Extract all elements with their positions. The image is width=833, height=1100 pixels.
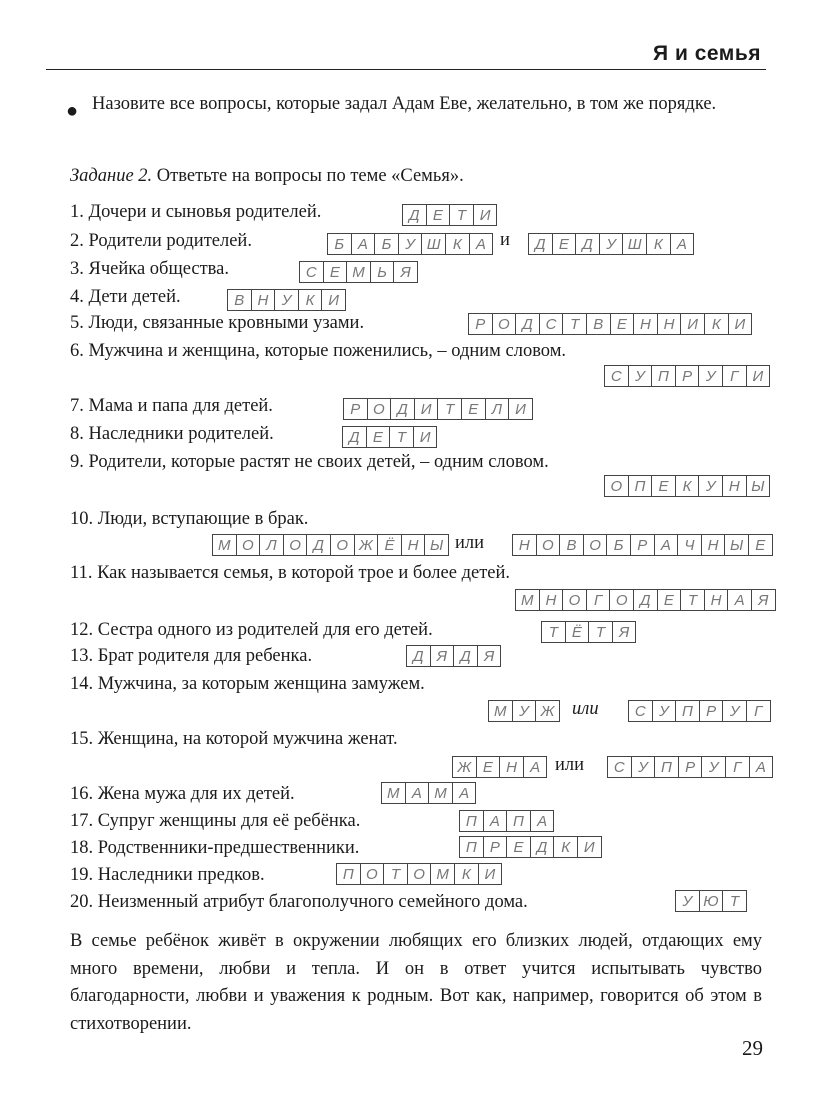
answer-letter-cell: С (608, 757, 632, 777)
answer-letter-cell: Г (726, 757, 750, 777)
answer-letter-cell: К (554, 837, 578, 857)
answer-letter-cell: С (605, 366, 629, 386)
answer-box-4[interactable] (227, 289, 346, 311)
answer-letter-cell: И (515, 400, 526, 418)
answer-letter-cell: А (459, 784, 470, 802)
answer-box-17[interactable] (459, 810, 554, 832)
answer-letter-cell: Е (553, 234, 577, 254)
answer-letter-cell: Р (676, 366, 700, 386)
answer-letter-cell: У (632, 757, 656, 777)
answer-letter-cell: Д (529, 234, 553, 254)
question-12-text: 12. Сестра одного из родителей для его детей. (70, 620, 433, 640)
answer-letter-cell: Я (400, 263, 411, 281)
answer-letter-cell: Ч (678, 535, 702, 555)
answer-letter-cell: Т (438, 399, 462, 419)
question-9-text: 9. Родители, которые растят не своих детей, – одним словом. (70, 452, 549, 472)
answer-letter-cell: М (382, 783, 406, 803)
answer-box-2-2[interactable] (528, 233, 694, 255)
answer-letter-cell: А (676, 235, 687, 253)
answer-letter-cell: Т (589, 622, 613, 642)
answer-box-3[interactable] (299, 261, 418, 283)
answer-letter-cell: Т (542, 622, 566, 642)
answer-letter-cell: А (728, 590, 752, 610)
answer-letter-cell: П (507, 811, 531, 831)
answer-letter-cell: Ы (725, 535, 749, 555)
answer-letter-cell: Н (540, 590, 564, 610)
answer-letter-cell: Е (462, 399, 486, 419)
answer-letter-cell: В (560, 535, 584, 555)
answer-box-11[interactable] (515, 589, 776, 611)
answer-letter-cell: А (530, 758, 541, 776)
question-4-text: 4. Дети детей. (70, 287, 181, 307)
answer-letter-cell: Д (403, 205, 427, 225)
answer-letter-cell: У (699, 366, 723, 386)
answer-letter-cell: К (676, 476, 700, 496)
answer-letter-cell: П (676, 701, 700, 721)
answer-letter-cell: Л (486, 399, 510, 419)
answer-letter-cell: И (479, 206, 491, 224)
answer-letter-cell: Н (702, 535, 726, 555)
answer-letter-cell: П (460, 837, 484, 857)
answer-letter-cell: Т (450, 205, 474, 225)
answer-letter-cell: Я (431, 646, 455, 666)
answer-letter-cell: К (647, 234, 671, 254)
answer-box-9[interactable] (604, 475, 770, 497)
answer-letter-cell: О (605, 476, 629, 496)
answer-box-20[interactable] (675, 890, 747, 912)
answer-letter-cell: К (299, 290, 323, 310)
answer-box-14-1[interactable] (488, 700, 560, 722)
question-7-text: 7. Мама и папа для детей. (70, 396, 273, 416)
answer-box-8[interactable] (342, 426, 437, 448)
answer-letter-cell: Я (618, 623, 630, 641)
answer-box-5[interactable] (468, 313, 752, 335)
answer-letter-cell: М (516, 590, 540, 610)
answer-letter-cell: П (460, 811, 484, 831)
answer-letter-cell: С (629, 701, 653, 721)
answer-box-10-1[interactable] (212, 534, 449, 556)
answer-letter-cell: Н (513, 535, 537, 555)
answer-letter-cell: Б (375, 234, 399, 254)
answer-letter-cell: У (699, 476, 723, 496)
answer-box-18[interactable] (459, 836, 602, 858)
answer-connector: или (572, 699, 599, 719)
answer-letter-cell: Т (681, 590, 705, 610)
answer-box-6[interactable] (604, 365, 770, 387)
answer-letter-cell: Е (658, 590, 682, 610)
page-header-title: Я и семья (653, 42, 761, 65)
question-17-text: 17. Супруг женщины для её ребёнка. (70, 811, 361, 831)
answer-box-1[interactable] (402, 204, 497, 226)
answer-letter-cell: Р (631, 535, 655, 555)
answer-letter-cell: Н (723, 476, 747, 496)
closing-paragraph: В семье ребёнок живёт в окружении любящих его близких людей, отдающих ему много времени, любви и тепла. И он в ответ учится испытывать чувство благодарности, любви и уважения к родным. Вот как, например, говорится об этом в стихотворении. (70, 931, 762, 1034)
answer-letter-cell: Р (484, 837, 508, 857)
answer-letter-cell: У (629, 366, 653, 386)
answer-letter-cell: У (600, 234, 624, 254)
answer-letter-cell: Е (477, 757, 501, 777)
answer-letter-cell: П (652, 366, 676, 386)
answer-letter-cell: Ю (700, 891, 724, 911)
question-15-text: 15. Женщина, на которой мужчина женат. (70, 729, 398, 749)
answer-letter-cell: Г (723, 366, 747, 386)
answer-letter-cell: М (429, 783, 453, 803)
answer-letter-cell: Р (469, 314, 493, 334)
answer-letter-cell: Е (652, 476, 676, 496)
answer-letter-cell: Г (754, 702, 763, 720)
answer-letter-cell: П (655, 757, 679, 777)
answer-letter-cell: О (368, 399, 392, 419)
answer-letter-cell: И (583, 838, 595, 856)
answer-letter-cell: Я (758, 591, 769, 609)
answer-letter-cell: И (681, 314, 705, 334)
answer-letter-cell: Ж (453, 757, 477, 777)
answer-letter-cell: Р (700, 701, 724, 721)
answer-letter-cell: Ы (429, 536, 444, 554)
answer-letter-cell: О (408, 864, 432, 884)
answer-letter-cell: А (406, 783, 430, 803)
answer-letter-cell: П (337, 864, 361, 884)
answer-letter-cell: О (584, 535, 608, 555)
answer-letter-cell: М (213, 535, 237, 555)
answer-letter-cell: Б (607, 535, 631, 555)
question-20-text: 20. Неизменный атрибут благополучного семейного дома. (70, 892, 528, 912)
answer-letter-cell: Д (531, 837, 555, 857)
question-16-text: 16. Жена мужа для их детей. (70, 784, 295, 804)
answer-letter-cell: Т (563, 314, 587, 334)
answer-box-15-1[interactable] (452, 756, 547, 778)
answer-letter-cell: К (455, 864, 479, 884)
answer-letter-cell: К (705, 314, 729, 334)
answer-letter-cell: А (537, 812, 548, 830)
answer-letter-cell: Ш (623, 234, 647, 254)
answer-letter-cell: Л (260, 535, 284, 555)
answer-letter-cell: Я (483, 647, 495, 665)
answer-letter-cell: У (702, 757, 726, 777)
answer-letter-cell: Е (324, 262, 348, 282)
answer-letter-cell: В (587, 314, 611, 334)
answer-letter-cell: О (563, 590, 587, 610)
question-2-text: 2. Родители родителей. (70, 231, 252, 251)
answer-letter-cell: И (484, 865, 496, 883)
answer-letter-cell: А (755, 758, 766, 776)
answer-letter-cell: О (610, 590, 634, 610)
page-number: 29 (742, 1036, 763, 1060)
answer-letter-cell: Р (679, 757, 703, 777)
answer-box-7[interactable] (343, 398, 533, 420)
answer-letter-cell: Д (576, 234, 600, 254)
answer-letter-cell: У (676, 891, 700, 911)
answer-letter-cell: Д (307, 535, 331, 555)
answer-letter-cell: Ш (422, 234, 446, 254)
answer-letter-cell: П (629, 476, 653, 496)
answer-letter-cell: Т (384, 864, 408, 884)
answer-letter-cell: О (537, 535, 561, 555)
answer-connector: или (455, 533, 485, 553)
answer-box-2-1[interactable] (327, 233, 493, 255)
answer-box-14-2[interactable] (628, 700, 771, 722)
answer-letter-cell: С (540, 314, 564, 334)
answer-letter-cell: Е (367, 427, 391, 447)
answer-box-16[interactable] (381, 782, 476, 804)
answer-letter-cell: Ж (355, 535, 379, 555)
answer-box-12[interactable] (541, 621, 636, 643)
question-8-text: 8. Наследники родителей. (70, 424, 274, 444)
answer-letter-cell: Ё (566, 622, 590, 642)
answer-box-15-2[interactable] (607, 756, 773, 778)
answer-letter-cell: М (347, 262, 371, 282)
answer-letter-cell: Ё (378, 535, 402, 555)
answer-box-10-2[interactable] (512, 534, 773, 556)
answer-letter-cell: Д (634, 590, 658, 610)
answer-letter-cell: Н (658, 314, 682, 334)
question-3-text: 3. Ячейка общества. (70, 259, 230, 279)
task-text: Ответьте на вопросы по теме «Семья». (156, 166, 464, 186)
answer-letter-cell: Е (427, 205, 451, 225)
task-title (70, 166, 464, 187)
answer-letter-cell: А (475, 235, 486, 253)
task-label: Задание 2. (70, 166, 153, 186)
question-5-text: 5. Люди, связанные кровными узами. (70, 313, 365, 333)
answer-letter-cell: А (484, 811, 508, 831)
question-10-text: 10. Люди, вступающие в брак. (70, 509, 309, 529)
header-rule (46, 69, 766, 70)
question-19-text: 19. Наследники предков. (70, 865, 265, 885)
answer-letter-cell: Г (587, 590, 611, 610)
answer-letter-cell: Н (634, 314, 658, 334)
answer-letter-cell: В (228, 290, 252, 310)
answer-letter-cell: О (361, 864, 385, 884)
question-13-text: 13. Брат родителя для ребенка. (70, 646, 313, 666)
answer-letter-cell: К (446, 234, 470, 254)
answer-letter-cell: М (431, 864, 455, 884)
answer-letter-cell: Д (343, 427, 367, 447)
answer-letter-cell: Р (344, 399, 368, 419)
answer-letter-cell: У (399, 234, 423, 254)
question-1-text: 1. Дочери и сыновья родителей. (70, 202, 322, 222)
answer-letter-cell: Е (755, 536, 766, 554)
answer-letter-cell: О (493, 314, 517, 334)
answer-letter-cell: Н (402, 535, 426, 555)
answer-connector: и (500, 230, 510, 250)
answer-letter-cell: И (419, 428, 431, 446)
answer-letter-cell: А (352, 234, 376, 254)
answer-letter-cell: Д (407, 646, 431, 666)
answer-letter-cell: Д (516, 314, 540, 334)
answer-letter-cell: Н (500, 757, 524, 777)
answer-letter-cell: О (237, 535, 261, 555)
answer-letter-cell: Ь (371, 262, 395, 282)
answer-letter-cell: Т (729, 892, 740, 910)
answer-letter-cell: У (275, 290, 299, 310)
answer-letter-cell: А (655, 535, 679, 555)
answer-letter-cell: Д (454, 646, 478, 666)
question-6-text: 6. Мужчина и женщина, которые поженились, – одним словом. (70, 341, 567, 361)
answer-box-13[interactable] (406, 645, 501, 667)
intro-bullet-text: Назовите все вопросы, которые задал Адам Еве, желательно, в том же порядке. (92, 94, 717, 114)
answer-letter-cell: О (284, 535, 308, 555)
answer-connector: или (555, 755, 585, 775)
answer-letter-cell: Н (252, 290, 276, 310)
question-18-text: 18. Родственники-предшественники. (70, 838, 360, 858)
answer-letter-cell: И (415, 399, 439, 419)
answer-letter-cell: И (752, 367, 764, 385)
answer-letter-cell: Е (611, 314, 635, 334)
answer-letter-cell: Н (705, 590, 729, 610)
answer-letter-cell: Б (328, 234, 352, 254)
answer-letter-cell: У (653, 701, 677, 721)
answer-letter-cell: Ы (751, 477, 765, 495)
answer-letter-cell: И (328, 291, 340, 309)
bullet-icon: ● (66, 100, 79, 122)
answer-letter-cell: Т (390, 427, 414, 447)
answer-box-19[interactable] (336, 863, 502, 885)
answer-letter-cell: Ж (540, 702, 555, 720)
answer-letter-cell: М (489, 701, 513, 721)
answer-letter-cell: С (300, 262, 324, 282)
answer-letter-cell: И (734, 315, 746, 333)
question-11-text: 11. Как называется семья, в которой трое и более детей. (70, 563, 511, 583)
answer-letter-cell: Д (391, 399, 415, 419)
answer-letter-cell: Е (507, 837, 531, 857)
answer-letter-cell: У (513, 701, 537, 721)
answer-letter-cell: О (331, 535, 355, 555)
answer-letter-cell: У (723, 701, 747, 721)
question-14-text: 14. Мужчина, за которым женщина замужем. (70, 674, 425, 694)
